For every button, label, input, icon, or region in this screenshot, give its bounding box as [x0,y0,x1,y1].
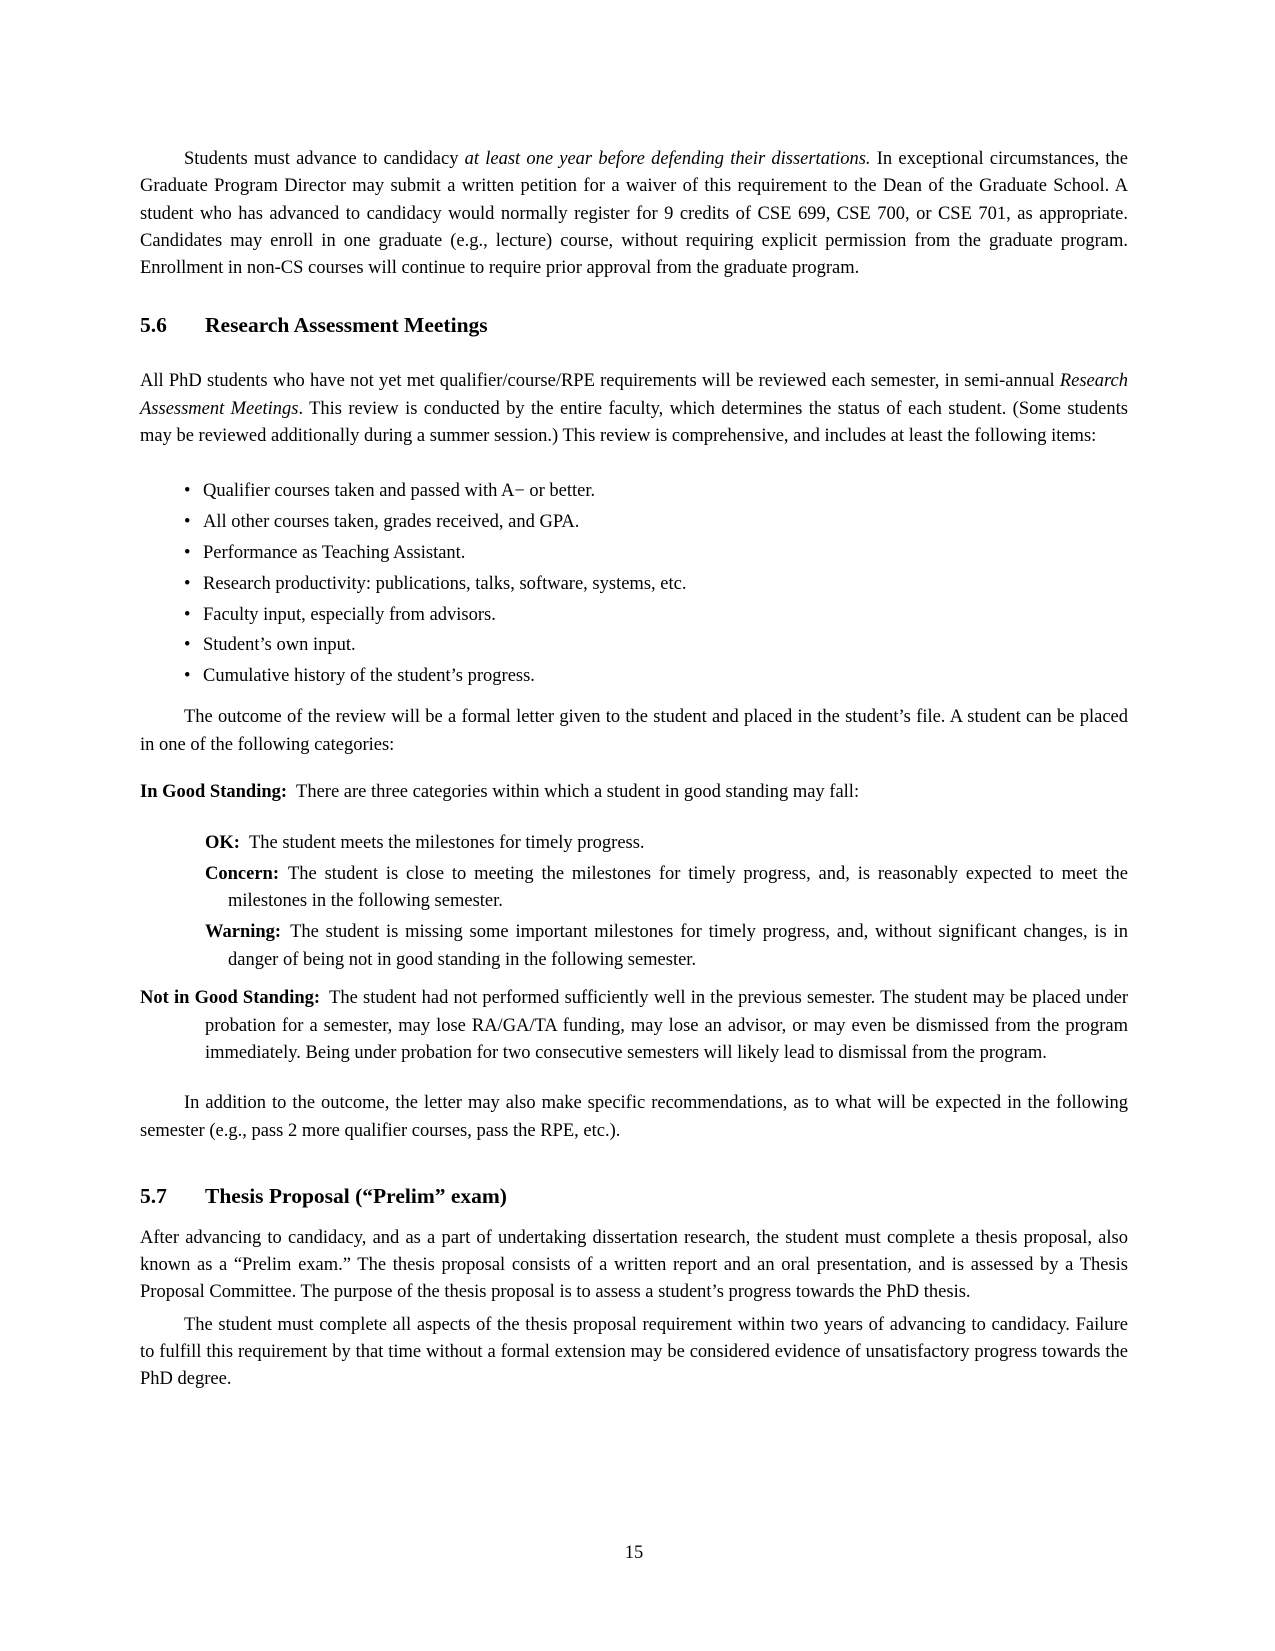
subcategory-item-warning [205,919,1128,975]
section-5-6-intro-paragraph [140,368,1128,450]
list-item: • Performance as Teaching Assistant. [203,540,1128,567]
subcategory-label: Concern: [205,863,279,884]
section-5-6-title: Research Assessment Meetings [205,313,488,338]
list-item: • Research productivity: publications, talks, software, systems, etc. [203,571,1128,598]
page-number: 15 [624,1543,644,1563]
subcategory-list [205,830,1128,974]
category-text: The student had not performed sufficiently well in the previous semester. The student may be placed under probation for a semester, may lose RA/GA/TA funding, may lose an advisor, or may even be dismissed from the program immediately. Being under probation for two consecutive semesters will likely lead to dismissal from the program. [205,988,1128,1063]
thesis-paragraph-2: The student must complete all aspects of the thesis proposal requirement within two years of advancing to candidacy. Failure to fulfill this requirement by that time without a formal extension may be considered evidence of unsatisfactory progress towards the PhD degree. [140,1314,1128,1390]
category-head [140,985,1128,1067]
section-5-7-number: 5.7 [140,1183,167,1208]
list-item: • Qualifier courses taken and passed with A− or better. [203,478,1128,505]
category-text: There are three categories within which a student in good standing may fall: [296,782,860,803]
section-5-6-intro-italic: Research Assessment Meetings [140,371,1128,419]
section-5-6-number: 5.6 [140,313,167,338]
section-5-6-heading [140,312,1128,339]
section-5-6-intro-post: . This review is conducted by the entire faculty, which determines the status of each student. (Some students may be reviewed additionally during a summer session.) This review is comprehensive, and includes at least the following items: [140,398,1128,447]
category-not-in-good-standing [140,985,1128,1067]
subcategory-text: The student is missing some important milestones for timely progress, and, without significant changes, is in danger of being not in good standing in the following semester. [228,921,1128,970]
section-5-7-heading [140,1183,1128,1210]
category-label: Not in Good Standing: [140,988,321,1009]
list-item: • Faculty input, especially from advisors. [203,602,1128,629]
subcategory-item-ok [205,830,1128,858]
list-item: • Cumulative history of the student’s progress. [203,663,1128,690]
section-5-6-intro-pre: All PhD students who have not yet met qualifier/course/RPE requirements will be reviewed each semester, in semi-annual [140,371,1060,392]
category-head [140,779,1128,806]
list-item: • Student’s own input. [203,632,1128,659]
subcategory-label: Warning: [205,921,282,942]
outcome-paragraph: The outcome of the review will be a formal letter given to the student and placed in the student’s file. A student can be placed in one of the following categories: [140,707,1128,755]
subcategory-label: OK: [205,833,240,854]
intro-text-pre: Students must advance to candidacy [184,149,465,169]
list-item: • All other courses taken, grades received, and GPA. [203,509,1128,536]
category-in-good-standing [140,779,1128,974]
page-content [140,146,1128,1394]
review-items-list [140,478,1128,690]
intro-text-post: In exceptional circumstances, the Graduate Program Director may submit a written petition for a waiver of this requirement to the Dean of the Graduate School. A student who has advanced to candidacy would normally register for 9 credits of CSE 699, CSE 700, or CSE 701, as appropriate. Candidates may enroll in one graduate (e.g., lecture) course, without requiring explicit permission from the graduate program. Enrollment in non-CS courses will continue to require prior approval from the graduate program. [140,149,1129,279]
subcategory-text: The student is close to meeting the milestones for timely progress, and, is reasonably expected to meet the milestones in the following semester. [228,863,1128,912]
subcategory-text: The student meets the milestones for timely progress. [248,833,645,854]
subcategory-item-concern [205,861,1128,917]
section-5-7-title: Thesis Proposal (“Prelim” exam) [205,1183,507,1208]
intro-paragraph [140,146,1128,282]
category-label: In Good Standing: [140,782,288,803]
thesis-paragraph-1: After advancing to candidacy, and as a part of undertaking dissertation research, the student must complete a thesis proposal, also known as a “Prelim exam.” The thesis proposal consists of a written report and an oral presentation, and is assessed by a Thesis Proposal Committee. The purpose of the thesis proposal is to assess a student’s progress towards the PhD thesis. [140,1227,1128,1303]
intro-text-italic: at least one year before defending their dissertations. [464,149,871,169]
recommendations-paragraph: In addition to the outcome, the letter may also make specific recommendations, as to what will be expected in the following semester (e.g., pass 2 more qualifier courses, pass the RPE, etc.). [140,1093,1128,1141]
